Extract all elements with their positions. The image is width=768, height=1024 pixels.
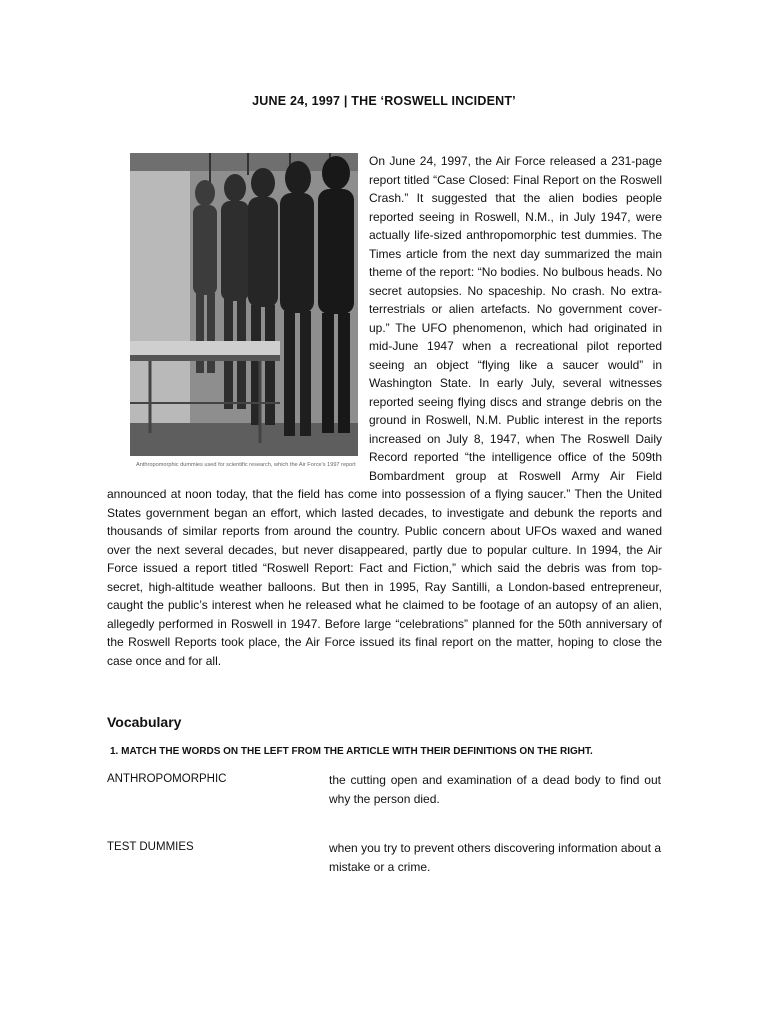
vocab-term: TEST DUMMIES: [107, 841, 194, 853]
photo-caption: Anthropomorphic dummies used for scientific research, which the Air Force’s 1997 report: [136, 462, 356, 468]
vocab-definition: when you try to prevent others discovering information about a mistake or a crime.: [329, 841, 661, 874]
article-body: [107, 152, 662, 670]
vocab-term: ANTHROPOMORPHIC: [107, 773, 227, 785]
photo-float-spacer: [107, 152, 369, 484]
vocab-definition: the cutting open and examination of a dead body to find out why the person died.: [329, 773, 661, 806]
vocabulary-instruction: 1. MATCH THE WORDS ON THE LEFT FROM THE ARTICLE WITH THEIR DEFINITIONS ON THE RIGHT.: [110, 746, 593, 757]
vocabulary-heading: Vocabulary: [107, 714, 182, 730]
article-text: On June 24, 1997, the Air Force released a 231-page report titled “Case Closed: Final Report on the Roswell Crash.” It suggested that the alien bodies people reported seeing in Roswell, N.M., in July 1947, were actually life-sized anthropomorphic test dummies. The Times article from the next day summarized the main theme of the report: “No bodies. No bulbous heads. No secret autopsies. No spaceship. No crash. No extra-terrestrials or alien artefacts. No government cover-up.” The UFO phenomenon, which had originated in mid-June 1947 when a recreational pilot reported seeing an object “flying like a saucer would” in Washington State. In early July, several witnesses reported seeing flying discs and strange debris on the ground in Roswell, N.M. Public interest in the reports increased on July 8, 1947, when The Roswell Daily Record reported “the intelligence office of the 509th Bombardment group at Roswell Army Air Field announced at noon today, that the field has come into possession of a flying saucer.” Then the United States government began an effort, which lasted decades, to investigate and debunk the reports and thousands of similar reports from around the country. Public concern about UFOs waxed and waned over the next several decades, but never disappeared, partly due to popular culture. In 1994, the Air Force issued a report titled “Roswell Report: Fact and Fiction,” which said the debris was from top-secret, high-altitude weather balloons. But then in 1995, Ray Santilli, a London-based entrepreneur, caught the public’s interest when he released what he claimed to be footage of an autopsy of an alien, allegedly performed in Roswell in 1947. Before large “celebrations” planned for the 50th anniversary of the Roswell Reports took place, the Air Force issued its final report on the matter, hoping to close the case once and for all.: [107, 154, 662, 668]
page-title: JUNE 24, 1997 | THE ‘ROSWELL INCIDENT’: [252, 94, 516, 108]
